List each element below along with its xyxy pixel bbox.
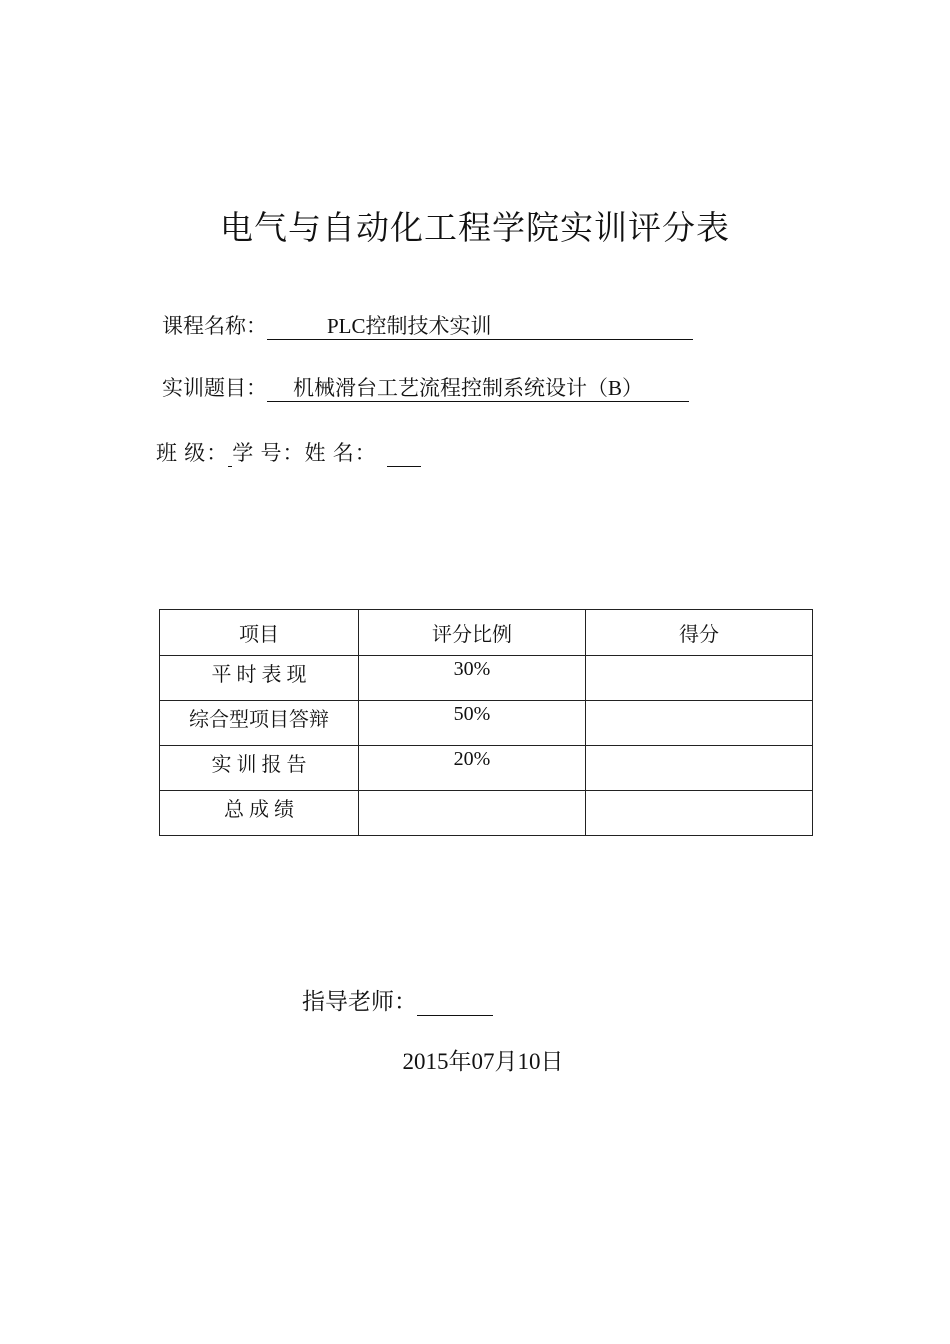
instructor-field [302,983,493,1016]
name-blank [387,446,421,467]
training-topic-field [162,372,689,402]
course-name-field [162,310,693,340]
header-score: 得分 [586,610,813,656]
training-topic-label: 实训题目： [162,376,267,400]
row-ratio: 30% [453,658,491,680]
row-ratio: 20% [453,748,491,770]
row-item: 平 时 表 现 [211,664,307,686]
class-label: 班 级： [156,441,229,465]
row-score [586,656,812,658]
row-item: 总 成 绩 [224,799,294,821]
table-header-row [160,610,813,656]
row-ratio [359,791,585,793]
row-score [586,701,812,703]
score-table [159,609,813,836]
header-item: 项目 [160,610,359,656]
instructor-label: 指导老师： [302,989,417,1014]
header-ratio: 评分比例 [359,610,586,656]
row-score [586,746,812,748]
document-date: 2015年07月10日 [402,1049,564,1074]
student-info-line [156,437,421,467]
table-row [160,701,813,746]
page-title: 电气与自动化工程学院实训评分表 [220,211,730,247]
course-name-label: 课程名称： [162,314,267,338]
student-id-label: 学 号： [232,441,305,465]
row-ratio: 50% [453,703,491,725]
course-name-value: PLC控制技术实训 [267,313,693,340]
name-label: 姓 名： [304,441,377,465]
row-item: 综合型项目答辩 [189,709,329,731]
table-row [160,656,813,701]
row-score [586,791,812,793]
instructor-blank [417,993,493,1016]
training-topic-value: 机械滑台工艺流程控制系统设计（B） [267,375,689,402]
row-item: 实 训 报 告 [211,754,307,776]
table-row [160,746,813,791]
table-row [160,791,813,836]
